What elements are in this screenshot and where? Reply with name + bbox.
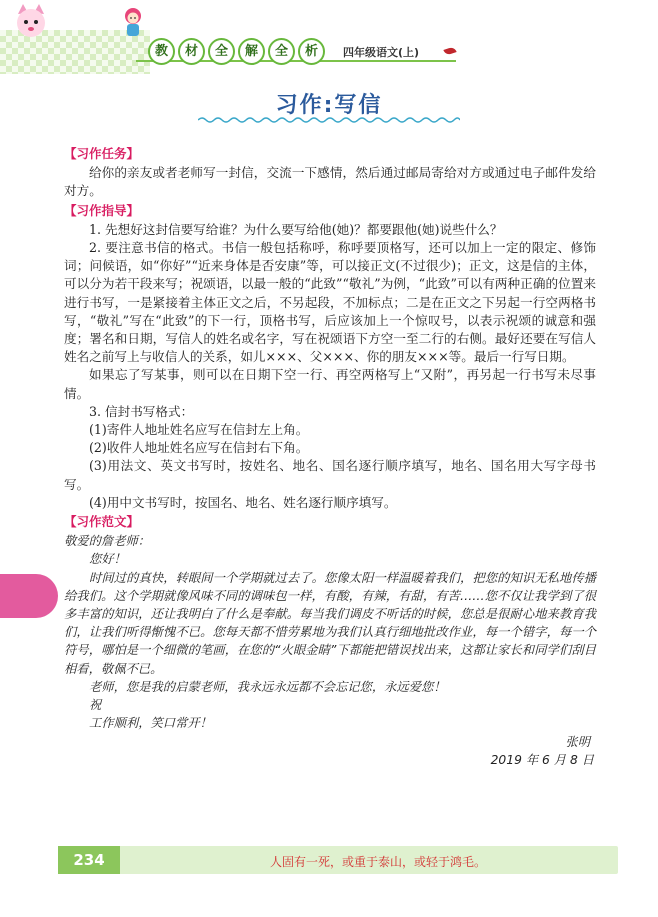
envelope-rule-item: (2)收件人地址姓名应写在信封右下角。 xyxy=(89,440,309,456)
page-number: 234 xyxy=(73,851,105,869)
letter-body: 老师，您是我的启蒙老师，我永远永远都不会忘记您，永远爱您！ xyxy=(89,679,446,694)
book-title-char: 材 xyxy=(178,38,205,65)
title-wave-underline xyxy=(198,116,460,124)
footer-motto: 人固有一死，或重于泰山，或轻于鸿毛。 xyxy=(270,855,487,869)
letter-signature: 张明 xyxy=(565,734,590,749)
letter-body: 时间过的真快，转眼间一个学期就过去了。您像太阳一样温暖着我们，把您的知识无私地传播给我们。这个学期就像风味不同的调味包一样，有酸，有辣，有甜，有苦……您不仅让我学到了很多丰富的知识，还让我明白了什么是奉献。每当我们调皮不听话的时候，您总是很耐心地来教育我们，让我们听得惭愧不已。您每天都不惜劳累地为我们认真行细地批改作业，每一个错字，每一个符号，哪怕是一个细微的笔画，在您的“火眼金睛”下都能把错误找出来，这都让家长和同学们刮目相看，敬佩不已。 xyxy=(64,570,596,676)
page-title: 习作:写信 xyxy=(275,93,383,118)
book-title-char: 教 xyxy=(148,38,175,65)
envelope-rule-item: (3)用法文、英文书写时，按姓名、地名、国名逐行顺序填写，地名、国名用大写字母书写。 xyxy=(64,458,596,492)
guide-paragraph: 3. 信封书写格式： xyxy=(89,403,194,419)
envelope-rule-item: (1)寄件人地址姓名应写在信封左上角。 xyxy=(89,422,309,438)
mascot-girl-icon xyxy=(120,6,146,40)
book-title-char: 全 xyxy=(208,38,235,65)
leaf-icon xyxy=(443,46,456,55)
guide-paragraph: 2. 要注意书信的格式。书信一般包括称呼，称呼要顶格写，还可以加上一定的限定、修饰词；问候语，如“你好”“近来身体是否安康”等，可以接正文(不过很少)；正文，这是信的主体，可以分为若干段来写；祝颂语，以最一般的“此致”“敬礼”为例，“此致”可以有两种正确的位置来进行书写，一是紧接着主体正文之后，不另起段，不加标点；二是在正文之下另起一行空两格书写，“敬礼”写在“此致”的下一行，顶格书写，后应该加上一个惊叹号，以表示祝颂的诚意和强度；署名和日期，写信人的姓名或名字，写在祝颂语下方空一至二行的右侧。最好还要在写信人姓名之前写上与收信人的关系，如儿×××、父×××、你的朋友×××等。最后一行写日期。 xyxy=(64,240,596,365)
section-label-task: 【习作任务】 xyxy=(64,146,140,161)
guide-paragraph: 如果忘了写某事，则可以在日期下空一行、再空两格写上“又附”，再另起一行书写未尽事情。 xyxy=(64,367,596,401)
letter-date: 2019 年 6 月 8 日 xyxy=(490,752,594,767)
book-title-char: 析 xyxy=(298,38,325,65)
task-text: 给你的亲友或者老师写一封信，交流一下感情，然后通过邮局寄给对方或通过电子邮件发给对方。 xyxy=(64,165,596,199)
side-tab xyxy=(0,574,58,618)
envelope-rule-item: (4)用中文书写时，按国名、地名、姓名逐行顺序填写。 xyxy=(89,494,397,510)
letter-closing: 祝 xyxy=(89,698,102,713)
guide-paragraph: 1. 先想好这封信要写给谁？为什么要写给他(她)？都要跟他(她)说些什么？ xyxy=(89,221,503,237)
section-label-guide: 【习作指导】 xyxy=(64,202,140,218)
letter-greeting: 您好！ xyxy=(89,552,126,567)
sample-letter xyxy=(64,532,596,769)
book-title-char: 解 xyxy=(238,38,265,65)
grade-label: 四年级语文(上) xyxy=(343,46,420,59)
book-title xyxy=(148,38,325,65)
book-title-char: 全 xyxy=(268,38,295,65)
letter-closing: 工作顺利，笑口常开！ xyxy=(89,716,212,731)
letter-salutation: 敬爱的詹老师： xyxy=(64,534,151,549)
section-label-sample: 【习作范文】 xyxy=(64,514,140,530)
fox-mascot-icon xyxy=(14,4,48,40)
article-body xyxy=(64,144,596,769)
